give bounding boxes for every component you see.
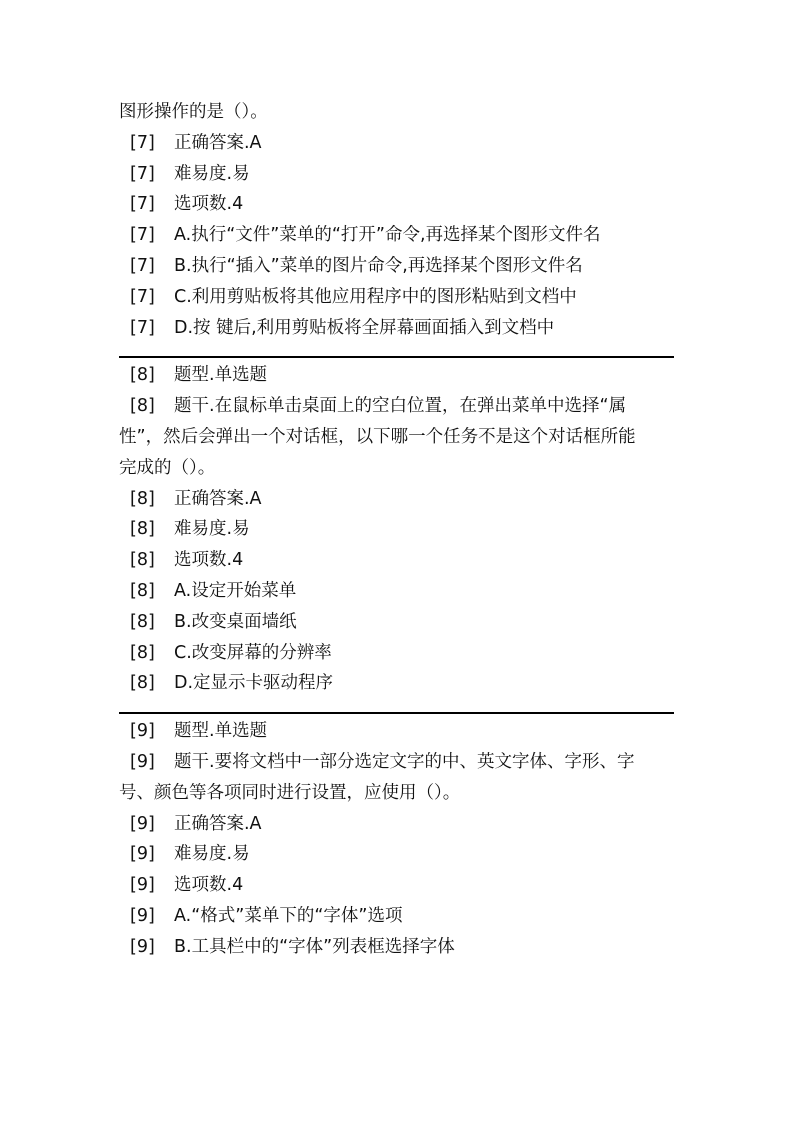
q9-stem-line2: 号、颜色等各项同时进行设置，应使用（）。 xyxy=(119,782,461,803)
q8-type: 题型.单选题 xyxy=(174,365,268,386)
q7-tag: [7] xyxy=(130,225,155,246)
q7-option-d: D.按 键后,利用剪贴板将全屏幕画面插入到文档中 xyxy=(174,317,555,338)
q8-option-b-line xyxy=(119,607,679,638)
q8-stem-line3: 完成的（）。 xyxy=(119,457,216,478)
q9-stem-1: 题干.要将文档中一部分选定文字的中、英文字体、字形、字 xyxy=(174,751,635,772)
q7-answer-line xyxy=(119,128,679,159)
q8-option-d: D.定显示卡驱动程序 xyxy=(174,673,334,694)
q8-option-b: B.改变桌面墙纸 xyxy=(174,611,297,632)
q8-tag: [8] xyxy=(130,673,155,694)
q9-option-b-line xyxy=(119,932,679,963)
q9-tag: [9] xyxy=(130,751,155,772)
q8-option-c-line xyxy=(119,638,679,669)
q8-option-count-line xyxy=(119,545,679,576)
q9-tag: [9] xyxy=(130,721,155,742)
q9-tag: [9] xyxy=(130,844,155,865)
q9-tag: [9] xyxy=(130,905,155,926)
q8-option-count: 选项数.4 xyxy=(174,550,244,571)
q7-tag: [7] xyxy=(130,255,155,276)
q8-tag: [8] xyxy=(130,580,155,601)
q9-tag: [9] xyxy=(130,875,155,896)
q8-tag: [8] xyxy=(130,550,155,571)
q8-stem-line2: 性”，然后会弹出一个对话框，以下哪一个任务不是这个对话框所能 xyxy=(119,426,636,447)
q7-tag: [7] xyxy=(130,163,155,184)
q7-option-count: 选项数.4 xyxy=(174,194,244,215)
q9-type: 题型.单选题 xyxy=(174,721,268,742)
q9-option-count-line xyxy=(119,870,679,901)
q9-answer: 正确答案.A xyxy=(174,813,262,834)
question-7 xyxy=(119,97,679,343)
q7-tag: [7] xyxy=(130,286,155,307)
q8-option-a-line xyxy=(119,576,679,607)
q8-option-c: C.改变屏幕的分辨率 xyxy=(174,642,332,663)
q8-tag: [8] xyxy=(130,396,155,417)
q9-stem-line1 xyxy=(119,747,679,778)
q7-tag: [7] xyxy=(130,317,155,338)
q8-type-line xyxy=(119,360,679,391)
q7-option-c-line xyxy=(119,282,679,313)
q8-difficulty-line xyxy=(119,514,679,545)
q8-tag: [8] xyxy=(130,365,155,386)
question-9 xyxy=(119,716,679,962)
q8-option-a: A.设定开始菜单 xyxy=(174,580,297,601)
q7-option-a: A.执行“文件”菜单的“打开”命令,再选择某个图形文件名 xyxy=(174,225,601,246)
q9-option-b: B.工具栏中的“字体”列表框选择字体 xyxy=(174,936,455,957)
q8-answer: 正确答案.A xyxy=(174,488,262,509)
q9-tag: [9] xyxy=(130,936,155,957)
q8-stem-line1 xyxy=(119,391,679,422)
q7-tag: [7] xyxy=(130,194,155,215)
question-divider xyxy=(119,356,674,358)
q8-tag: [8] xyxy=(130,642,155,663)
question-8 xyxy=(119,360,679,699)
q9-option-a: A.“格式”菜单下的“字体”选项 xyxy=(174,905,403,926)
q7-answer: 正确答案.A xyxy=(174,132,262,153)
q8-option-d-line xyxy=(119,668,679,699)
q9-answer-line xyxy=(119,809,679,840)
q9-option-count: 选项数.4 xyxy=(174,875,244,896)
q8-answer-line xyxy=(119,484,679,515)
q7-difficulty: 难易度.易 xyxy=(174,163,250,184)
q8-difficulty: 难易度.易 xyxy=(174,519,250,540)
q7-option-b: B.执行“插入”菜单的图片命令,再选择某个图形文件名 xyxy=(174,255,583,276)
q8-stem-1: 题干.在鼠标单击桌面上的空白位置，在弹出菜单中选择“属 xyxy=(174,396,627,417)
q9-tag: [9] xyxy=(130,813,155,834)
q7-option-b-line xyxy=(119,251,679,282)
q8-tag: [8] xyxy=(130,519,155,540)
q7-option-c: C.利用剪贴板将其他应用程序中的图形粘贴到文档中 xyxy=(174,286,577,307)
q9-option-a-line xyxy=(119,901,679,932)
q7-difficulty-line xyxy=(119,159,679,190)
q7-option-a-line xyxy=(119,220,679,251)
document-body xyxy=(119,97,679,963)
q8-tag: [8] xyxy=(130,611,155,632)
q8-tag: [8] xyxy=(130,488,155,509)
q7-option-count-line xyxy=(119,189,679,220)
q7-stem-tail: 图形操作的是（）。 xyxy=(119,102,268,122)
q7-option-d-line xyxy=(119,313,679,344)
q9-difficulty-line xyxy=(119,839,679,870)
q7-tag: [7] xyxy=(130,132,155,153)
question-divider xyxy=(119,712,674,714)
q9-difficulty: 难易度.易 xyxy=(174,844,250,865)
q9-type-line xyxy=(119,716,679,747)
